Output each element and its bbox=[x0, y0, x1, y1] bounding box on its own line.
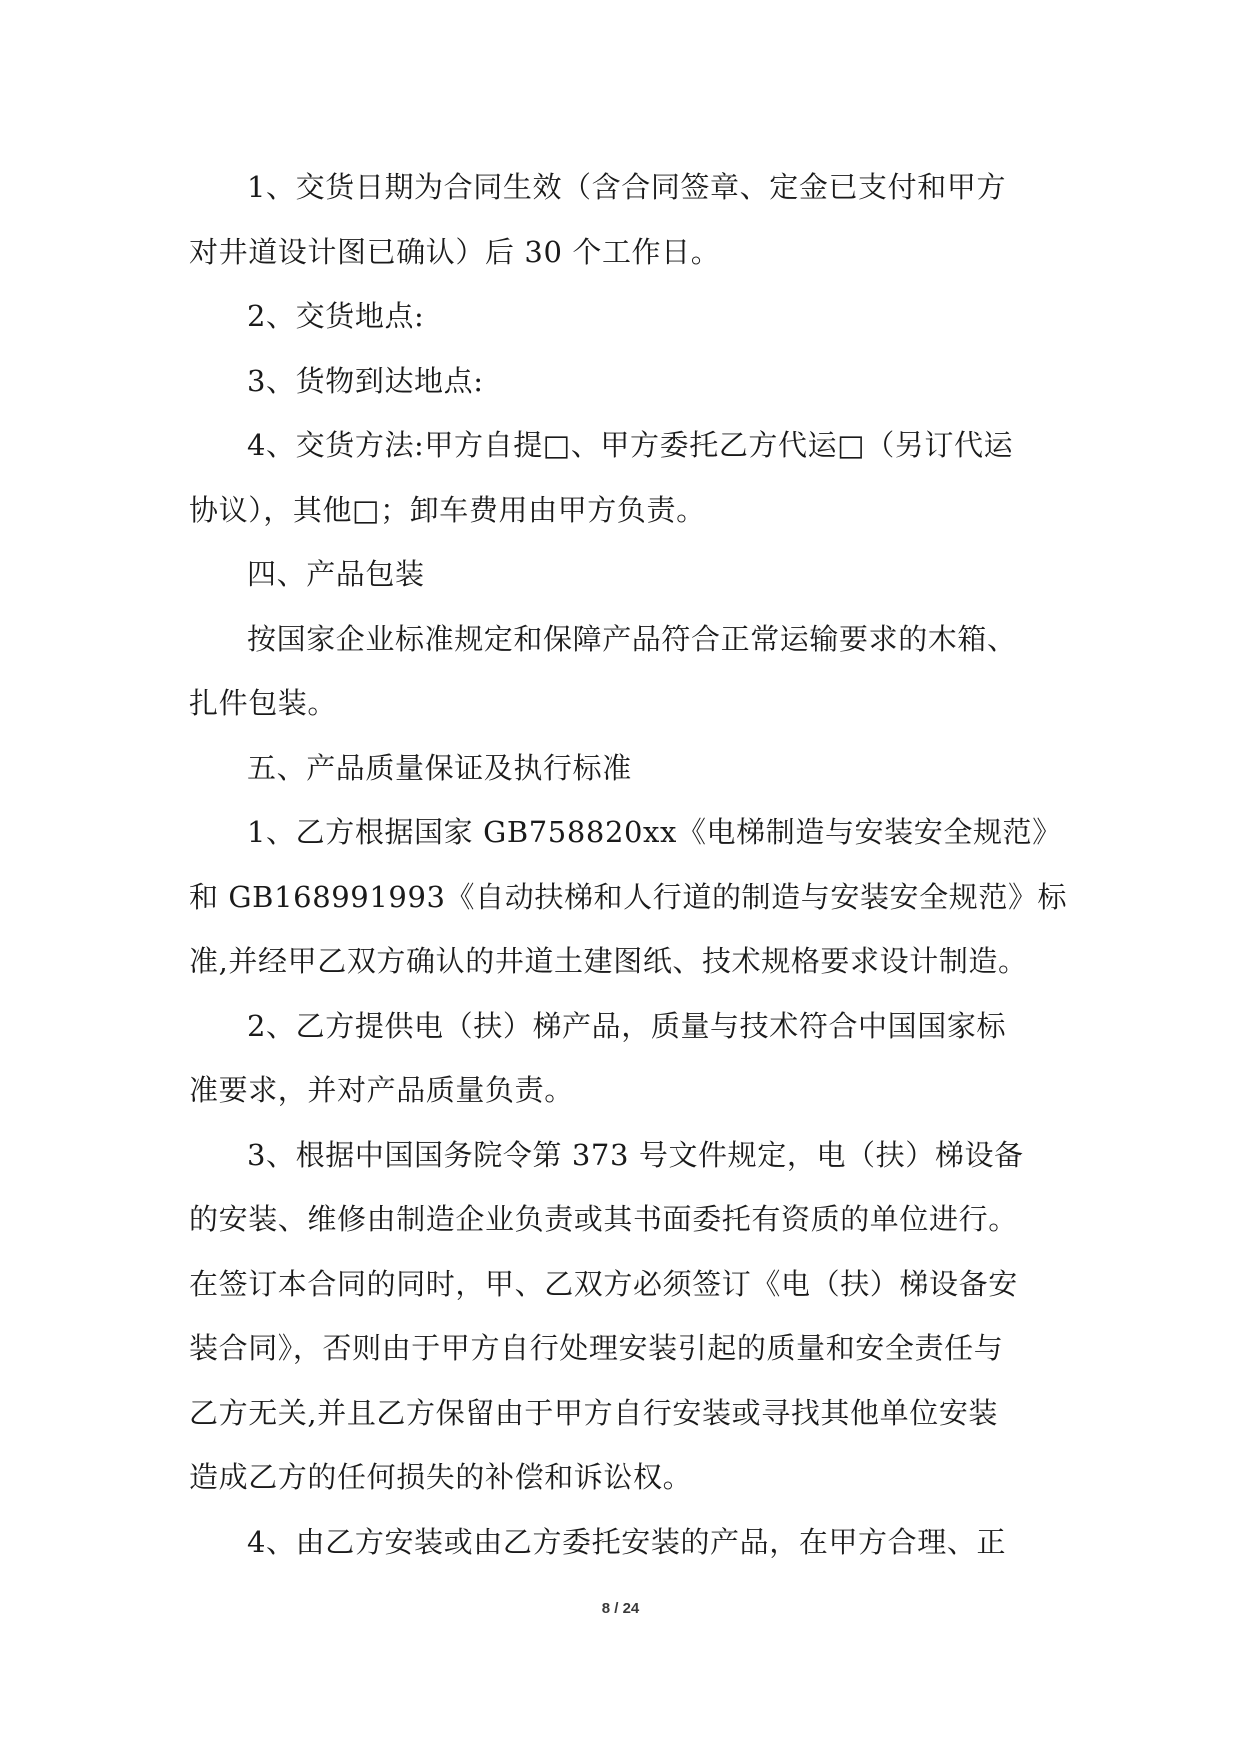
text-line: 协议），其他□；卸车费用由甲方负责。 bbox=[189, 492, 706, 527]
text-line: 2、乙方提供电（扶）梯产品，质量与技术符合中国国家标 bbox=[247, 1008, 1007, 1043]
text-line: 在签订本合同的同时，甲、乙双方必须签订《电（扶）梯设备安 bbox=[189, 1266, 1018, 1301]
document-body bbox=[189, 155, 1068, 1574]
text-line: 和 GB168991993《自动扶梯和人行道的制造与安装安全规范》标 bbox=[189, 879, 1068, 914]
text-line: 造成乙方的任何损失的补偿和诉讼权。 bbox=[189, 1460, 693, 1494]
text-line: 2、交货地点: bbox=[247, 299, 425, 333]
text-line: 准要求，并对产品质量负责。 bbox=[189, 1073, 574, 1107]
page-number: 8 / 24 bbox=[601, 1600, 640, 1617]
text-line: 对井道设计图已确认）后 30 个工作日。 bbox=[189, 234, 721, 269]
text-line: 1、交货日期为合同生效（含合同签章、定金已支付和甲方 bbox=[247, 170, 1007, 204]
text-line: 扎件包装。 bbox=[189, 686, 338, 720]
text-line: 3、货物到达地点: bbox=[247, 363, 484, 398]
text-line: 装合同》，否则由于甲方自行处理安装引起的质量和安全责任与 bbox=[189, 1331, 1004, 1365]
text-line: 4、交货方法:甲方自提□、甲方委托乙方代运□（另订代运 bbox=[247, 428, 1014, 462]
text-line: 1、乙方根据国家 GB758820xx《电梯制造与安装安全规范》 bbox=[247, 815, 1062, 849]
text-line: 4、由乙方安装或由乙方委托安装的产品，在甲方合理、正 bbox=[247, 1524, 1007, 1559]
section-heading: 五、产品质量保证及执行标准 bbox=[247, 750, 632, 785]
text-line: 按国家企业标准规定和保障产品符合正常运输要求的木箱、 bbox=[247, 621, 1017, 656]
section-heading: 四、产品包装 bbox=[247, 557, 425, 591]
text-line: 的安装、维修由制造企业负责或其书面委托有资质的单位进行。 bbox=[189, 1202, 1018, 1236]
text-line: 准,并经甲乙双方确认的井道土建图纸、技术规格要求设计制造。 bbox=[189, 944, 1028, 978]
text-line: 乙方无关,并且乙方保留由于甲方自行安装或寻找其他单位安装 bbox=[189, 1395, 999, 1430]
text-line: 3、根据中国国务院令第 373 号文件规定，电（扶）梯设备 bbox=[247, 1137, 1024, 1172]
